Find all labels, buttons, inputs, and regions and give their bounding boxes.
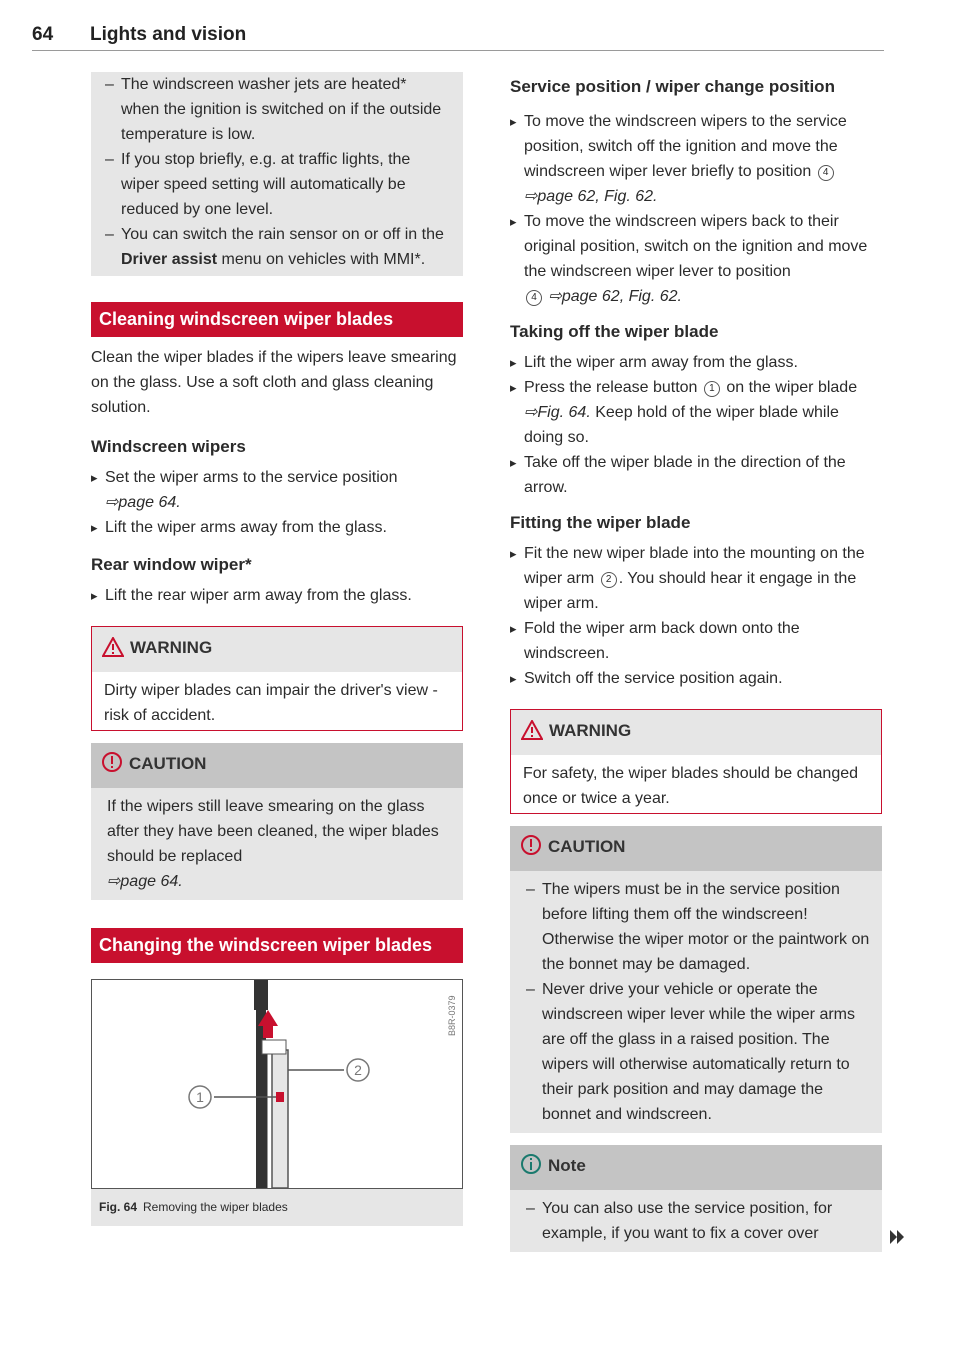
warning-text: Dirty wiper blades can impair the driver's view - risk of accident.	[104, 682, 438, 724]
note-box	[510, 1145, 882, 1252]
caution-text: If the wipers still leave smearing on the glass after they have been cleaned, the wiper blades should be replaced	[107, 798, 439, 865]
caution-body	[91, 788, 463, 900]
warning-triangle-icon	[102, 637, 124, 664]
callout-marker: 2	[601, 572, 617, 588]
step-text: To move the windscreen wipers to the service position, switch off the ignition and move the windscreen wiper lever briefly to position	[524, 113, 847, 180]
caution-box	[91, 743, 463, 900]
list-item: ▸ Lift the wiper arms away from the glass.	[91, 515, 463, 540]
position-marker: 4	[818, 165, 834, 181]
list-item	[91, 465, 463, 515]
list-item: ▸ Fold the wiper arm back down onto the windscreen.	[510, 616, 882, 666]
page-link[interactable]: ⇨page 64.	[107, 873, 183, 890]
warning-label: WARNING	[549, 721, 632, 740]
caution-icon	[520, 834, 542, 863]
list-item-text: menu on vehicles with MMI*.	[217, 251, 426, 268]
warning-box	[91, 626, 463, 731]
list-item	[510, 209, 882, 309]
caution-header	[91, 743, 463, 788]
figure-code: B8R-0379	[447, 995, 457, 1036]
subheading-service-position: Service position / wiper change position	[510, 77, 835, 96]
caution-label: CAUTION	[548, 837, 626, 856]
wiper-blade-illustration	[92, 980, 462, 1188]
list-item	[510, 109, 882, 209]
caution-header	[510, 826, 882, 871]
callout-2: 2	[354, 1062, 362, 1078]
cleaning-paragraph: Clean the wiper blades if the wipers leave smearing on the glass. Use a soft cloth and glass cleaning solution.	[91, 349, 457, 416]
callout-1: 1	[196, 1089, 204, 1105]
step-text: To move the windscreen wipers back to their original position, switch on the ignition and move the windscreen wiper lever to position	[524, 213, 868, 280]
list-item: ▸ Switch off the service position again.	[510, 666, 882, 691]
driver-assist-term: Driver assist	[121, 251, 218, 268]
note-info-icon	[520, 1153, 542, 1182]
step-text: Fit the new wiper blade into the mounting on the wiper arm	[524, 545, 865, 587]
step-text: Set the wiper arms to the service position	[105, 469, 398, 486]
caution-label: CAUTION	[129, 754, 207, 773]
figure-label: Fig. 64	[99, 1200, 138, 1214]
position-marker: 4	[526, 290, 542, 306]
subheading-fitting: Fitting the wiper blade	[510, 513, 691, 532]
step-text: on the wiper blade	[726, 379, 858, 396]
figure-caption-text: Removing the wiper blades	[143, 1200, 288, 1214]
list-item: – You can also use the service position, for example, if you want to fix a cover over	[526, 1196, 870, 1246]
left-column	[91, 72, 463, 1226]
subheading-taking-off: Taking off the wiper blade	[510, 322, 719, 341]
list-item: – The windscreen washer jets are heated* when the ignition is switched on if the outside temperature is low.	[105, 72, 449, 147]
list-item	[510, 541, 882, 616]
intro-notes-box	[91, 72, 463, 276]
step-text: . You should hear it engage in the wiper arm.	[524, 570, 857, 612]
page-link[interactable]: ⇨page 62, Fig. 62.	[548, 288, 682, 305]
list-item	[510, 375, 882, 450]
list-item: ▸ Lift the rear wiper arm away from the glass.	[91, 583, 463, 608]
subheading-rear-wiper: Rear window wiper*	[91, 555, 252, 574]
continue-arrow-icon	[890, 1230, 906, 1249]
caution-box	[510, 826, 882, 1133]
list-item: ▸ Lift the wiper arm away from the glass.	[510, 350, 882, 375]
list-item	[105, 222, 449, 272]
warning-triangle-icon	[521, 720, 543, 747]
note-label: Note	[548, 1156, 586, 1175]
warning-label: WARNING	[130, 638, 213, 657]
figure-64	[91, 979, 463, 1189]
list-item: ▸ Take off the wiper blade in the direction of the arrow.	[510, 450, 882, 500]
note-body	[510, 1190, 882, 1252]
figure-link[interactable]: ⇨Fig. 64.	[524, 404, 591, 421]
page-number: 64	[32, 24, 54, 45]
note-header	[510, 1145, 882, 1190]
warning-header	[511, 710, 881, 755]
section-title-changing: Changing the windscreen wiper blades	[91, 928, 463, 963]
caution-icon	[101, 751, 123, 780]
step-text: Press the release button	[524, 379, 698, 396]
list-item: – The wipers must be in the service position before lifting them off the windscreen! Otherwise the wiper motor or the paintwork on the bonnet may be damaged.	[526, 877, 870, 977]
callout-marker: 1	[704, 381, 720, 397]
caution-body	[510, 871, 882, 1133]
page-header	[32, 22, 884, 51]
step-text: Keep hold of the wiper blade while doing so.	[524, 404, 839, 446]
warning-header	[92, 627, 462, 672]
page-link[interactable]: ⇨page 62, Fig. 62.	[524, 188, 658, 205]
figure-caption	[91, 1189, 463, 1226]
list-item: – If you stop briefly, e.g. at traffic lights, the wiper speed setting will automatically be reduced by one level.	[105, 147, 449, 222]
warning-box	[510, 709, 882, 814]
warning-text: For safety, the wiper blades should be changed once or twice a year.	[523, 765, 859, 807]
list-item-text: You can switch the rain sensor on or off in the	[121, 226, 444, 243]
list-item: – Never drive your vehicle or operate the windscreen wiper lever while the wiper arms are off the glass in a raised position. The wipers will otherwise automatically return to their park position and may damage the bonnet and windscreen.	[526, 977, 870, 1127]
right-column	[510, 72, 882, 1252]
chapter-title: Lights and vision	[90, 24, 247, 45]
section-title-cleaning: Cleaning windscreen wiper blades	[91, 302, 463, 337]
page-link[interactable]: ⇨page 64.	[105, 494, 181, 511]
subheading-windscreen-wipers: Windscreen wipers	[91, 437, 246, 456]
